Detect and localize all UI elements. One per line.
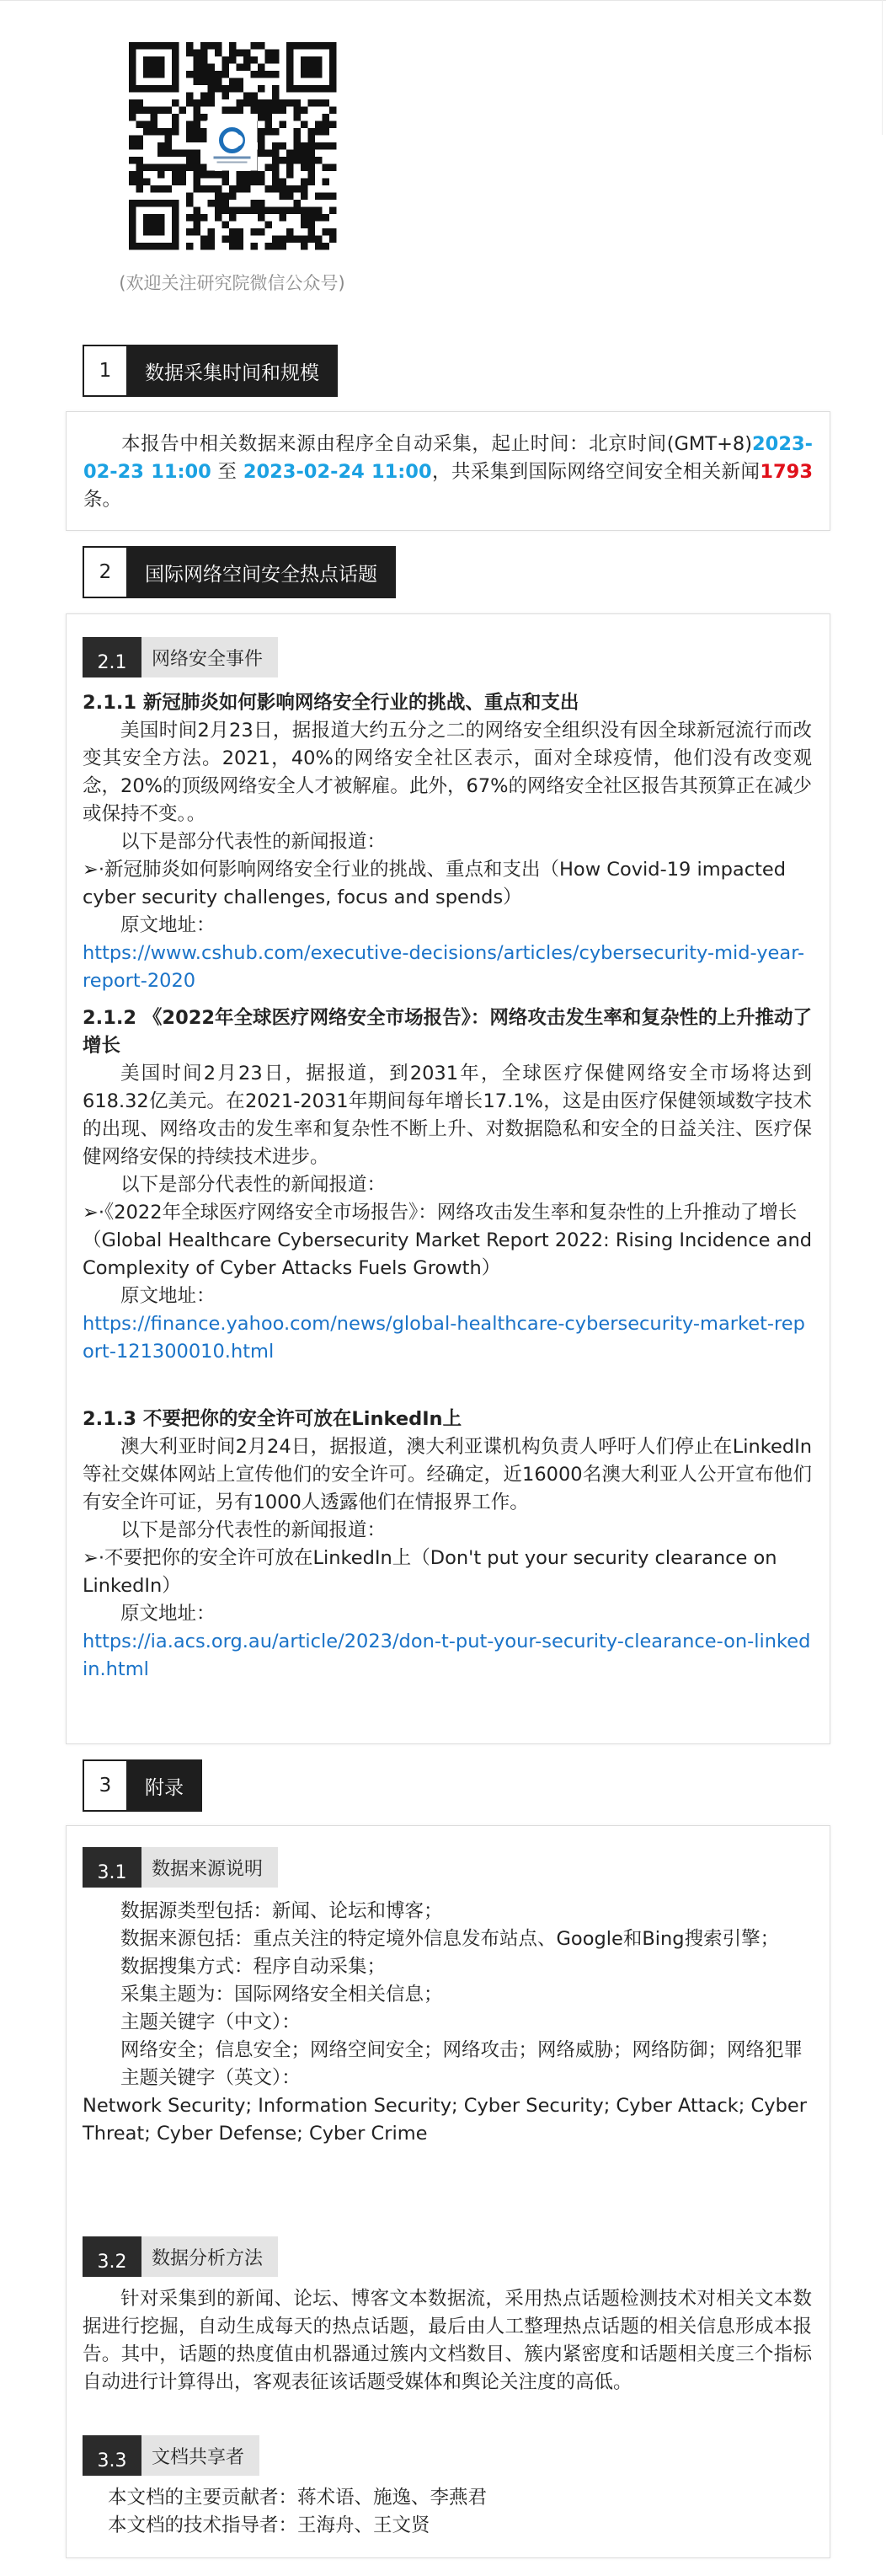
technical-advisors: 本文档的技术指导者：王海舟、王文贤 [108,2514,430,2536]
section-number: 1 [83,345,126,397]
source-label: 原文地址： [120,914,216,936]
section-3-header [83,1759,202,1812]
news-bullet: ➢·不要把你的安全许可放在LinkedIn上（Don't put your security clearance on LinkedIn） [83,1547,777,1597]
news-bullet: ➢·《2022年全球医疗网络安全市场报告》：网络攻击发生率和复杂性的上升推动了增长（Global Healthcare Cybersecurity Market Report 2022: Rising Incidence and Complexity of Cyber Attacks Fuels Growth） [83,1202,812,1279]
topic-2-1-2 [83,1004,812,1366]
subsection-number: 3.2 [83,2236,141,2277]
section-title: 国际网络空间安全热点话题 [126,546,396,598]
start-time: 2023-02-23 11:00 [83,433,813,483]
section-title: 附录 [126,1759,202,1812]
subsection-number: 2.1 [83,637,141,677]
news-count: 1793 [760,461,813,483]
document-sharers [83,2484,812,2540]
collection-method: 数据搜集方式：程序自动采集； [120,1956,387,1978]
news-bullet: ➢·新冠肺炎如何影响网络安全行业的挑战、重点和支出（How Covid-19 impacted cyber security challenges, focus and spends） [83,859,787,908]
source-link[interactable]: https://finance.yahoo.com/news/global-healthcare-cybersecurity-market-report-121300010.html [83,1313,805,1363]
subsection-3-1-header [83,1847,278,1888]
section-1-header [83,345,338,397]
section-number: 2 [83,546,126,598]
end-time: 2023-02-24 11:00 [243,461,432,483]
summary-text: 至 [211,461,243,483]
source-link[interactable]: https://www.cshub.com/executive-decisions/articles/cybersecurity-mid-year-report-2020 [83,942,805,992]
topic-2-1-1 [83,689,812,995]
news-lead: 以下是部分代表性的新闻报道： [120,831,387,853]
subsection-title: 网络安全事件 [141,637,278,677]
analysis-method [83,2285,812,2397]
top-divider [0,0,886,1]
topic-body: 美国时间2月23日，据报道，到2031年，全球医疗保健网络安全市场将达到618.32亿美元。在2021-2031年期间每年增长17.1%，这是由医疗保健领域数字技术的出现、网络攻击的发生率和复杂性不断上升、对数据隐私和安全的日益关注、医疗保健网络安保的持续技术进步。 [83,1063,812,1168]
summary-text: ，共采集到国际网络空间安全相关新闻 [431,461,761,483]
keywords-cn-label: 主题关键字（中文）： [120,2011,301,2033]
analysis-body: 针对采集到的新闻、论坛、博客文本数据流，采用热点话题检测技术对相关文本数据进行挖掘，自动生成每天的热点话题，最后由人工整理热点话题的相关信息形成本报告。其中，话题的热度值由机器通过簇内文档数目、簇内紧密度和话题相关度三个指标自动进行计算得出，客观表征该话题受媒体和舆论关注度的高低。 [83,2288,812,2393]
keywords-en: Network Security; Information Security; Cyber Security; Cyber Attack; Cyber Threat; Cyber Defense; Cyber Crime [83,2095,807,2145]
subsection-2-1-header [83,637,278,677]
keywords-en-label: 主题关键字（英文）： [120,2067,301,2089]
main-contributors: 本文档的主要贡献者：蒋术语、施逸、李燕君 [108,2487,488,2509]
news-lead: 以下是部分代表性的新闻报道： [120,1519,387,1541]
subsection-3-3-header [83,2435,259,2476]
section-title: 数据采集时间和规模 [126,345,338,397]
source-type: 数据源类型包括：新闻、论坛和博客； [120,1900,443,1922]
topic-title: 2.1.3 不要把你的安全许可放在LinkedIn上 [83,1408,462,1430]
collection-info-box [66,411,830,531]
source-label: 原文地址： [120,1603,216,1625]
topic-body: 澳大利亚时间2月24日，据报道，澳大利亚谍机构负责人呼吁人们停止在LinkedIn等社交媒体网站上宣传他们的安全许可。经确定，近16000名澳大利亚人公开宣布他们有安全许可证，另有1000人透露他们在情报界工作。 [83,1436,812,1513]
subsection-number: 3.1 [83,1847,141,1888]
summary-text: 本报告中相关数据来源由程序全自动采集，起止时间：北京时间(GMT+8) [121,433,753,455]
subsection-3-2-header [83,2236,278,2277]
collection-summary [83,431,813,514]
collection-topic: 采集主题为：国际网络安全相关信息； [120,1984,443,2006]
qr-caption: (欢迎关注研究院微信公众号) [119,273,345,293]
topic-title: 2.1.1 新冠肺炎如何影响网络安全行业的挑战、重点和支出 [83,692,579,714]
keywords-cn: 网络安全；信息安全；网络空间安全；网络攻击；网络威胁；网络防御；网络犯罪 [120,2039,803,2061]
news-lead: 以下是部分代表性的新闻报道： [120,1174,387,1196]
wechat-qr-code [112,25,352,265]
source-label: 原文地址： [120,1285,216,1307]
right-edge-rule [882,0,883,135]
topic-title: 2.1.2 《2022年全球医疗网络安全市场报告》：网络攻击发生率和复杂性的上升推动了增长 [83,1007,812,1057]
source-link[interactable]: https://ia.acs.org.au/article/2023/don-t-put-your-security-clearance-on-linkedin.html [83,1631,811,1680]
section-2-header [83,546,396,598]
data-source-description [83,1898,812,2148]
subsection-title: 数据来源说明 [141,1847,278,1888]
topic-2-1-3 [83,1406,812,1684]
section-number: 3 [83,1759,126,1812]
source-sites: 数据来源包括：重点关注的特定境外信息发布站点、Google和Bing搜索引擎； [120,1928,780,1950]
summary-text: 条。 [83,489,122,511]
subsection-title: 数据分析方法 [141,2236,278,2277]
subsection-number: 3.3 [83,2435,141,2476]
topic-body: 美国时间2月23日，据报道大约五分之二的网络安全组织没有因全球新冠流行而改变其安全方法。2021，40%的网络安全社区表示，面对全球疫情，他们没有改变观念，20%的顶级网络安全人才被解雇。此外，67%的网络安全社区报告其预算正在减少或保持不变。。 [83,720,812,825]
subsection-title: 文档共享者 [141,2435,259,2476]
